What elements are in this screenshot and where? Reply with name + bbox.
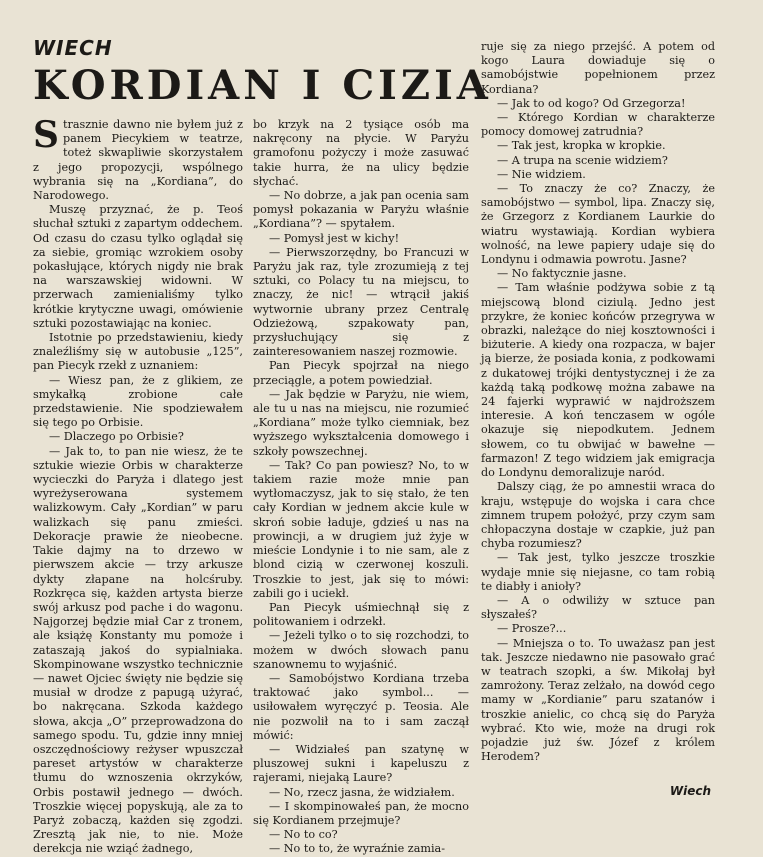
paragraph: — Jak to, to pan nie wiesz, że te sztukie wiezie Orbis w charakterze wycieczki do Paryża i dlatego jest wyreżyserowana systemem walizkowym. Cały „Kordian” w paru walizkach się panu zmieści. Dekoracje prawie że nieobecne. Takie dajmy na to drzewo w pierwszem akcie — trzy arkusze dykty złapane na holcśruby. Rozkręca się, każden artysta bierze swój arkusz pod pache i do wagonu. Najgorzej będzie miał Car z tronem, ale książę Konstanty mu pomoże i zataszają jakoś do sypialniaka. Skompinowane wszystko technicznie — nawet Ojciec święty nie będzie się musiał w drodze z papugą użyrać, bo nakręcana. Szkoda każdego słowa, akcja „O” przeprowadzona do samego spodu. Tu, gdzie inny mniej oszczędnościowy reżyser wpuszczał pareset artystów w charakterze tłumu do wznoszenia okrzyków, Orbis postawił jednego — dwóch. Troszkie więcej popyskują, ale za to Paryż zobaczą, każden się zgodzi. Zresztą jak nie, to nie. Może derekcja nie wziąć żadnego, [33,444,243,856]
paragraph: — No dobrze, a jak pan ocenia sam pomysł pokazania w Paryżu właśnie „Kordiana”? — spytałem. [253,189,469,231]
paragraph: Dalszy ciąg, że po amnestii wraca do kraju, wstępuje do wojska i cara chce zimnem trupem położyć, przy czym sam chłopaczyna dostaje w czapkie, już pan chyba rozumiesz? [481,480,715,551]
column-1 [33,114,243,856]
paragraph: — Tam właśnie podżywa sobie z tą miejscową blond ciziulą. Jedno jest przykre, że koniec końców przegrywa w obrazki, należące do niej kosztowności i biżuterie. A kiedy ona rozpacza, w bajer ją bierze, że posiada konia, z podkowami z dukatowej trójki dentystycznej i że za każdą taką podkowę można zabawe na 24 fajerki wyprawić w najdroższem interesie. A koń tenczasem w ogóle okazuje się niepodkutem. Jednem słowem, co tu obwijać w bawełne — farmazon! Z tego widziem jak emigracja do Londynu demoralizuje naród. [481,281,715,480]
paragraph: — No to to, że wyraźnie zamia- [269,842,445,856]
paragraph: — Jak to od kogo? Od Grzegorza! [497,96,686,110]
paragraph: — Tak jest, tylko jeszcze troszkie wydaje mnie się niejasne, co tam robią te diabły i anioły? [481,551,715,593]
paragraph: — Samobójstwo Kordiana trzeba traktować jako symbol... — usiłowałem wyręczyć p. Teosia. Ale nie pozwolił na to i sam zaczął mówić: [253,671,469,742]
paragraph: — Dlaczego po Orbisie? [49,430,184,444]
paragraph: Istotnie po przedstawieniu, kiedy znaleźliśmy się w autobusie „125”, pan Piecyk rzekł z uznaniem: [33,331,243,373]
author-signature: Wiech [664,784,711,798]
paragraph: — Jeżeli tylko o to się rozchodzi, to możem w dwóch słowach panu szanownemu to wyjaśnić. [253,629,469,671]
paragraph: — To znaczy że co? Znaczy, że samobójstwo — symbol, lipa. Znaczy się, że Grzegorz z Kordianem Laurkie do wiatru wystawiają. Kordian wybiera wolność, na lewe papiery udaje się do Londynu i odmawia powrotu. Jasne? [481,182,715,267]
paragraph: — A o odwiliży w sztuce pan słyszałeś? [481,593,715,622]
paragraph: ruje się za niego przejść. A potem od kogo Laura dowiaduje się o samobójstwie popełnionem przez Kordiana? [481,40,715,96]
paragraph [33,114,243,203]
paragraph: — Jak będzie w Paryżu, nie wiem, ale tu u nas na miejscu, nie rozumieć „Kordiana” może tylko ciemniak, bez wyższego wykształcenia domowego i szkoły powszechnej. [253,387,469,458]
paragraph: — Pomysł jest w kichy! [269,231,400,245]
paragraph: — No to co? [269,828,338,842]
paragraph-text: trasznie dawno nie byłem już z panem Piecykiem w teatrze, toteż skwapliwie skorzystałem z jego propozycji, wspólnego wybrania się na „Kordiana”, do Narodowego. [33,118,243,203]
paragraph: — I skompinowałeś pan, że mocno się Kordianem przejmuje? [253,799,469,827]
author-kicker: WIECH [33,36,113,60]
paragraph: Pan Piecyk spojrzał na niego przeciągle, a potem powiedział. [253,359,469,387]
paragraph: — Tak jest, kropka w kropkie. [497,139,666,153]
paragraph: — Tak? Co pan powiesz? No, to w takiem razie może mnie pan wytłomaczysz, jak to się stało, że ten cały Kordian w jednem akcie kule w skroń sobie ładuje, gdzieś u nas na prowincji, a w drugiem już żyje w mieście Londynie i to nie sam, ale z blond cizią w czerwonej koszuli. Troszkie to jest, jak się to mówi: zabili go i uciekł. [253,458,469,600]
paragraph: — No faktycznie jasne. [497,267,627,281]
paragraph: — Mniejsza o to. To uważasz pan jest tak. Jeszcze niedawno nie pasowało grać w teatrach szopki, a św. Mikołaj był zamrożony. Teraz zelżało, na dowód cego mamy w „Kordianie” paru szatanów i troszkie anielic, co chcą się do Paryża wybrać. Kto wie, może na drugi rok pojadzie już św. Józef z królem Herodem? [481,636,715,764]
paragraph: Pan Piecyk uśmiechnął się z politowaniem i odrzekł. [253,600,469,629]
paragraph: — Którego Kordian w charakterze pomocy domowej zatrudnia? [481,111,715,139]
column-3 [481,40,715,796]
paragraph: — Wiesz pan, że z glikiem, ze smykałką zrobione całe przedstawienie. Nie spodziewałem się tego po Orbisie. [33,373,243,430]
headline: KORDIAN I CIZIA [33,62,492,109]
paragraph: — A trupa na scenie widziem? [497,153,668,167]
paragraph: bo krzyk na 2 tysiące osób ma nakręcony na płycie. W Paryżu gramofonu pożyczy i może zasuwać takie hurra, że na ulicy będzie słychać. [253,118,469,188]
paragraph: — Pierwszorzędny, bo Francuzi w Paryżu jak raz, tyle zrozumieją z tej sztuki, co Polacy tu na miejscu, to znaczy, że nic! — wtrącił jakiś wytwornie ubrany przez Centralę Odzieżową, szpakowaty pan, przysłuchujący się z zainteresowaniem naszej rozmowie. [253,245,469,359]
column-2 [253,118,469,856]
paragraph: — Prosze?... [497,622,567,636]
paragraph: — Nie widziem. [497,167,586,181]
paragraph: Muszę przyznać, że p. Teoś słuchał sztuki z zapartym oddechem. Od czasu do czasu tylko oglądał się za siebie, gromiąc wzrokiem osoby pokasłujące, których nigdy nie brak na warszawskiej widowni. W przerwach zamienialiśmy tylko krótkie krytyczne uwagi, omówienie sztuki pozostawiając na koniec. [33,203,243,330]
paragraph: — Widziałeś pan szatynę w pluszowej sukni i kapeluszu z rajerami, niejaką Laure? [253,742,469,785]
paragraph: — No, rzecz jasna, że widziałem. [269,785,455,799]
drop-cap: S [33,114,59,156]
